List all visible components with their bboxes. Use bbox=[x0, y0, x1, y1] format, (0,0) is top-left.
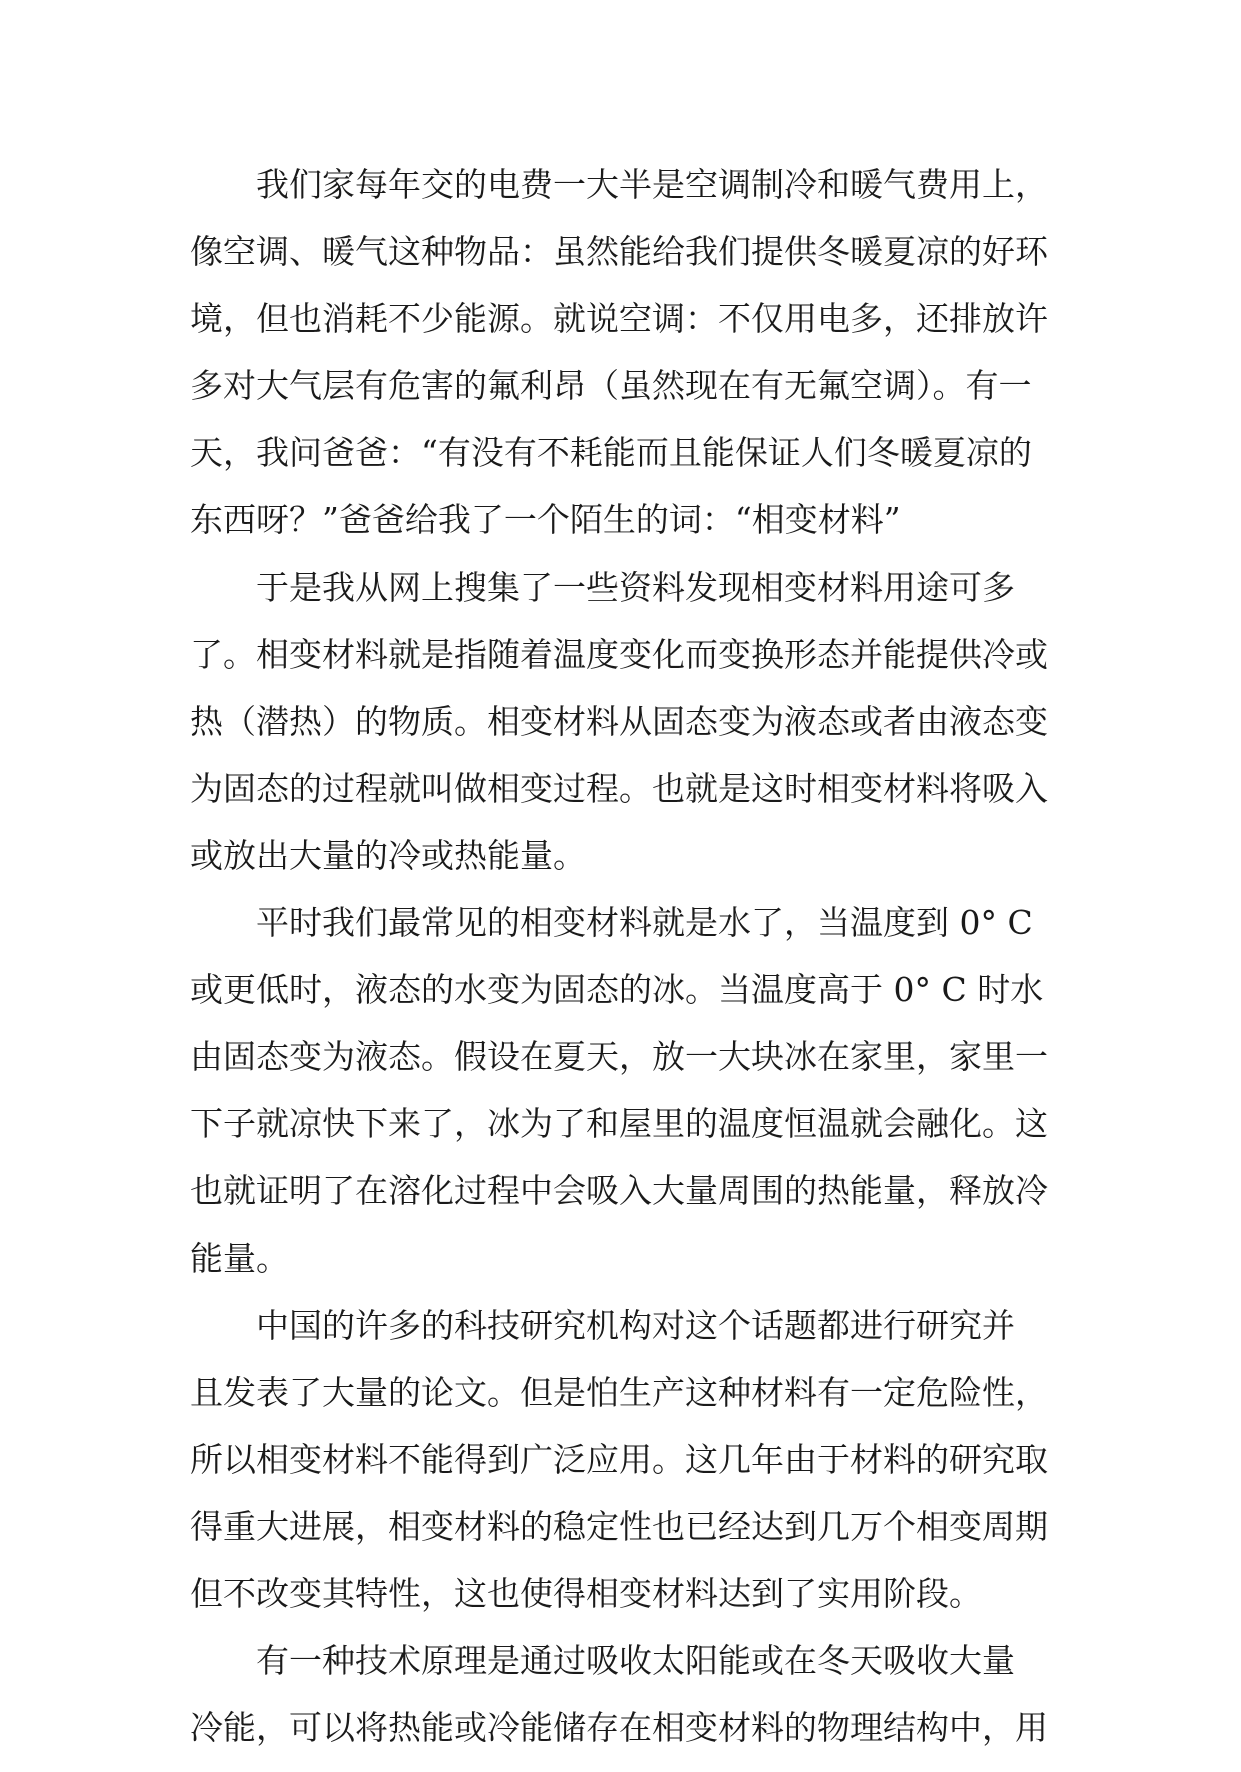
text-line: 像空调、暖气这种物品：虽然能给我们提供冬暖夏凉的好环 bbox=[190, 232, 1048, 272]
document-body bbox=[190, 162, 1050, 1772]
paragraph-5 bbox=[190, 1638, 1050, 1772]
text-line: 热（潜热）的物质。相变材料从固态变为液态或者由液态变 bbox=[190, 701, 1048, 741]
text-line: 冷能，可以将热能或冷能储存在相变材料的物理结构中，用 bbox=[190, 1708, 1048, 1748]
text-line: 我们家每年交的电费一大半是空调制冷和暖气费用上， bbox=[256, 165, 1048, 204]
text-line: 但不改变其特性，这也使得相变材料达到了实用阶段。 bbox=[190, 1573, 982, 1613]
paragraph-3 bbox=[190, 900, 1050, 1303]
text-line: 于是我从网上搜集了一些资料发现相变材料用途可多 bbox=[256, 567, 1015, 607]
text-line: 平时我们最常见的相变材料就是水了，当温度到 0° C bbox=[256, 903, 1033, 943]
text-line: 由固态变为液态。假设在夏天，放一大块冰在家里，家里一 bbox=[190, 1037, 1048, 1077]
text-line: 得重大进展，相变材料的稳定性也已经达到几万个相变周期 bbox=[190, 1506, 1048, 1546]
text-line: 或更低时，液态的水变为固态的冰。当温度高于 0° C 时水 bbox=[190, 970, 1044, 1010]
text-line: 中国的许多的科技研究机构对这个话题都进行研究并 bbox=[256, 1305, 1015, 1345]
paragraph-1 bbox=[190, 162, 1050, 565]
text-line: 也就证明了在溶化过程中会吸入大量周围的热能量，释放冷 bbox=[190, 1171, 1048, 1211]
text-line: 为固态的过程就叫做相变过程。也就是这时相变材料将吸入 bbox=[190, 768, 1048, 808]
text-line: 境，但也消耗不少能源。就说空调：不仅用电多，还排放许 bbox=[190, 299, 1048, 339]
text-line: 东西呀？”爸爸给我了一个陌生的词：“相变材料” bbox=[190, 500, 901, 540]
paragraph-2 bbox=[190, 565, 1050, 900]
text-line: 或放出大量的冷或热能量。 bbox=[190, 835, 586, 875]
text-line: 下子就凉快下来了，冰为了和屋里的温度恒温就会融化。这 bbox=[190, 1104, 1048, 1144]
text-line: 能量。 bbox=[190, 1238, 289, 1278]
text-line: 了。相变材料就是指随着温度变化而变换形态并能提供冷或 bbox=[190, 634, 1048, 674]
text-line: 且发表了大量的论文。但是怕生产这种材料有一定危险性， bbox=[190, 1372, 1048, 1412]
paragraph-4 bbox=[190, 1303, 1050, 1638]
text-line: 多对大气层有危害的氟利昂（虽然现在有无氟空调）。有一 bbox=[190, 366, 1032, 406]
text-line: 天，我问爸爸：“有没有不耗能而且能保证人们冬暖夏凉的 bbox=[190, 433, 1032, 473]
text-line: 有一种技术原理是通过吸收太阳能或在冬天吸收大量 bbox=[256, 1641, 1015, 1681]
text-line: 所以相变材料不能得到广泛应用。这几年由于材料的研究取 bbox=[190, 1439, 1048, 1479]
